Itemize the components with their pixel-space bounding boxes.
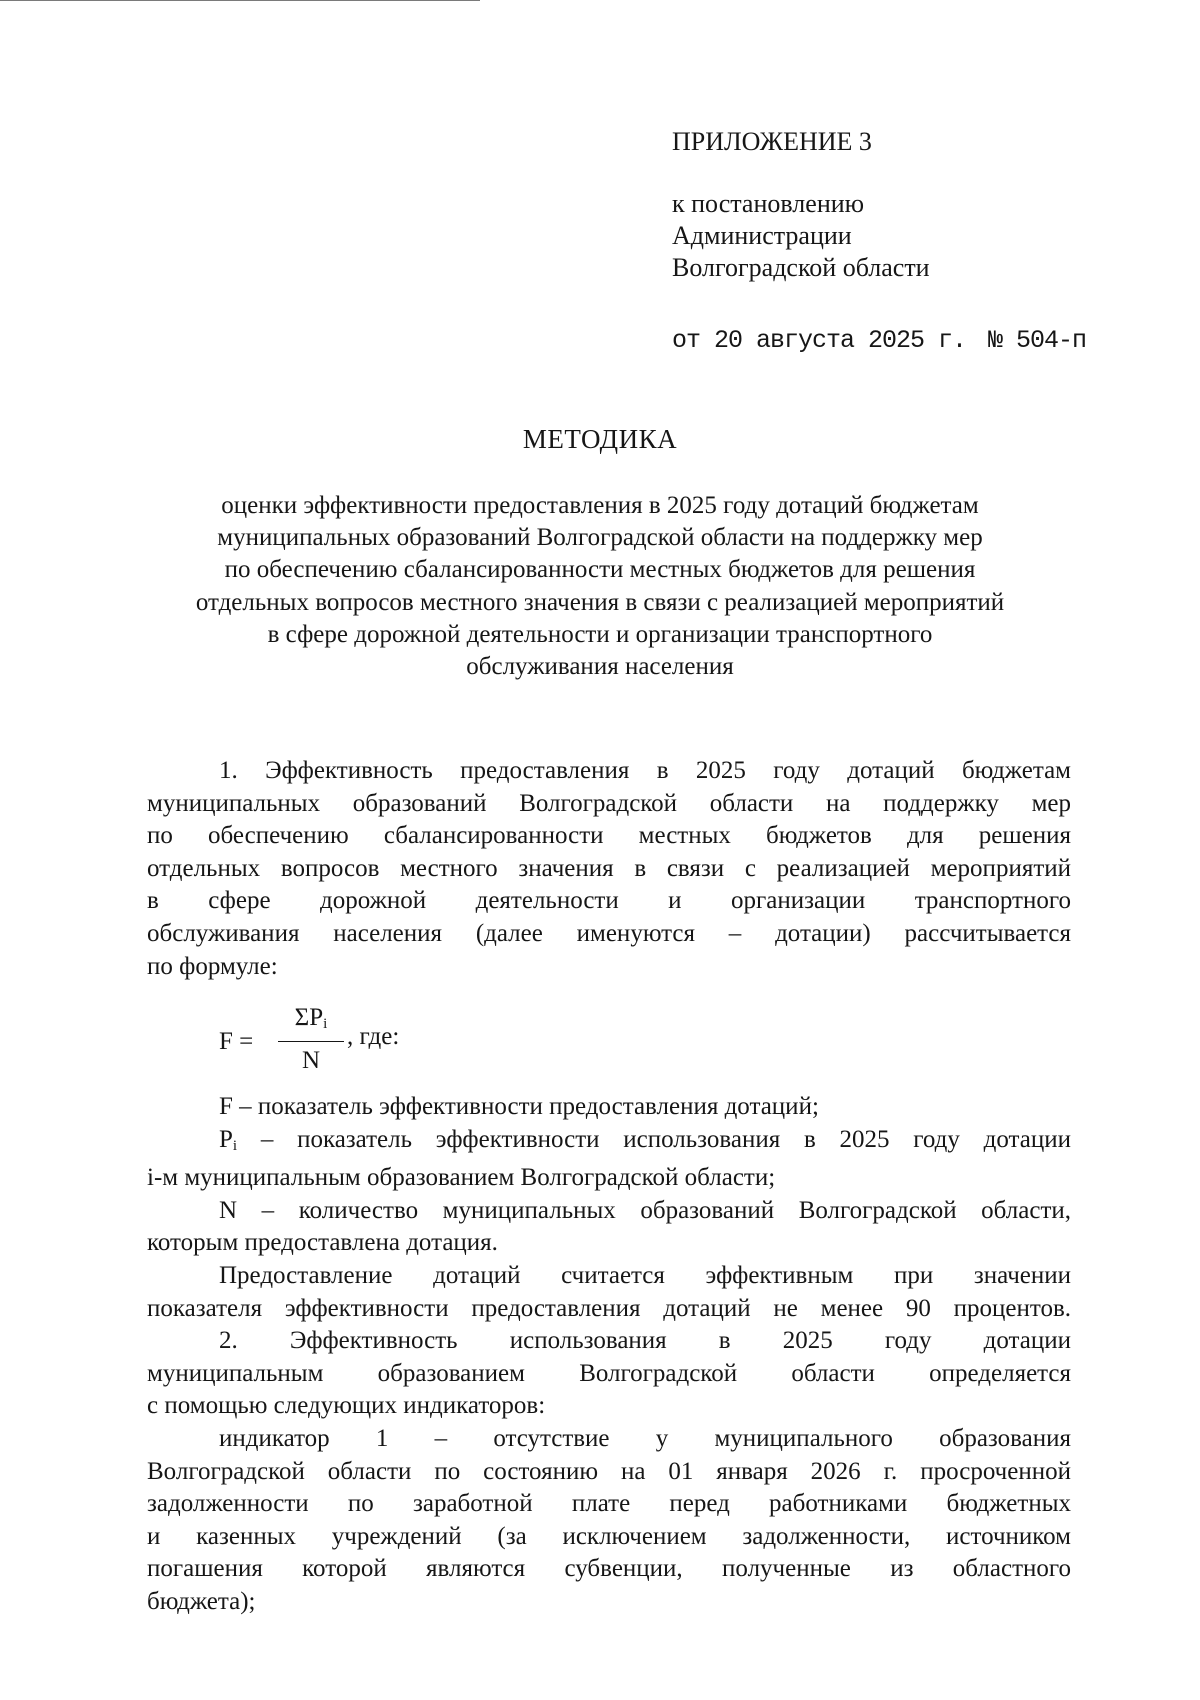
paragraph-1 (147, 755, 1071, 983)
document-subtitle (130, 490, 1070, 683)
efficiency-criterion-line: Предоставление дотаций считается эффективным при значении (219, 1261, 1071, 1289)
formula-lhs: F = (219, 1028, 254, 1055)
paragraph-line: по формуле: (147, 952, 278, 980)
formula-denominator: N (301, 1047, 321, 1074)
formula-numerator (278, 1003, 344, 1039)
indicator-1-line: бюджета); (147, 1587, 256, 1615)
fraction-bar (278, 1041, 344, 1042)
definition-p-symbol: P (219, 1125, 233, 1153)
definition-p-continuation: i-м муниципальным образованием Волгоградской области; (147, 1164, 776, 1192)
paragraph-line: муниципальных образований Волгоградской области на поддержку мер (147, 789, 1071, 817)
indicator-1-line: погашения которой являются субвенции, полученные из областного (147, 1555, 1071, 1583)
paragraph-2-line: муниципальным образованием Волгоградской области определяется (147, 1359, 1071, 1387)
formula-numerator-subscript: i (323, 1016, 328, 1032)
appendix-date-row (672, 325, 1092, 357)
paragraph-line: обслуживания населения (далее именуются – дотации) рассчитывается (147, 919, 1071, 947)
appendix-line: к постановлению (672, 189, 865, 218)
formula-fraction (278, 1003, 344, 1076)
definition-n-continuation: которым предоставлена дотация. (147, 1229, 498, 1257)
subtitle-line: муниципальных образований Волгоградской области на поддержку мер (217, 524, 983, 552)
paragraph-line: по обеспечению сбалансированности местных бюджетов для решения (147, 822, 1071, 850)
subtitle-line: обслуживания населения (466, 653, 734, 681)
paragraph-line: 1. Эффективность предоставления в 2025 году дотаций бюджетам (219, 757, 1071, 784)
subtitle-line: отдельных вопросов местного значения в связи с реализацией мероприятий (195, 588, 1005, 616)
paragraph-line: в сфере дорожной деятельности и организации транспортного (147, 887, 1071, 915)
appendix-number: № 504-п (988, 326, 1087, 355)
paragraph-2-line: 2. Эффективность использования в 2025 году дотации (219, 1327, 1071, 1355)
efficiency-criterion-line: показателя эффективности предоставления дотаций не менее 90 процентов. (147, 1294, 1071, 1322)
subtitle-line: по обеспечению сбалансированности местных бюджетов для решения (224, 556, 976, 584)
definition-p-subscript: i (232, 1137, 238, 1154)
appendix-title: ПРИЛОЖЕНИЕ 3 (672, 127, 872, 156)
definition-f: F – показатель эффективности предоставления дотаций; (219, 1093, 819, 1120)
document-title: МЕТОДИКА (522, 424, 678, 454)
definition-p (147, 1124, 1071, 1163)
definitions-block (147, 1091, 1071, 1619)
paragraph-2-line: с помощью следующих индикаторов: (147, 1392, 546, 1420)
indicator-1-line: индикатор 1 – отсутствие у муниципального образования (219, 1424, 1071, 1452)
subtitle-line: оценки эффективности предоставления в 2025 году дотаций бюджетам (221, 492, 979, 519)
definition-p-text: – показатель эффективности использования в 2025 году дотации (237, 1125, 1071, 1153)
indicator-1-line: задолженности по заработной плате перед работниками бюджетных (147, 1490, 1071, 1518)
subtitle-line: в сфере дорожной деятельности и организации транспортного (267, 620, 933, 648)
indicator-1-line: и казенных учреждений (за исключением задолженности, источником (147, 1522, 1071, 1550)
formula-numerator-text: ΣP (294, 1004, 324, 1031)
paragraph-line: отдельных вопросов местного значения в связи с реализацией мероприятий (147, 854, 1071, 882)
appendix-line: Администрации (672, 221, 852, 250)
formula-tail: , где: (347, 1023, 400, 1050)
indicator-1-line: Волгоградской области по состоянию на 01 января 2026 г. просроченной (147, 1457, 1071, 1485)
appendix-date: от 20 августа 2025 г. (672, 326, 967, 355)
appendix-block (672, 126, 930, 284)
definition-n: N – количество муниципальных образований Волгоградской области, (219, 1196, 1071, 1224)
appendix-line: Волгоградской области (672, 253, 930, 282)
scan-edge-line (0, 0, 480, 1)
